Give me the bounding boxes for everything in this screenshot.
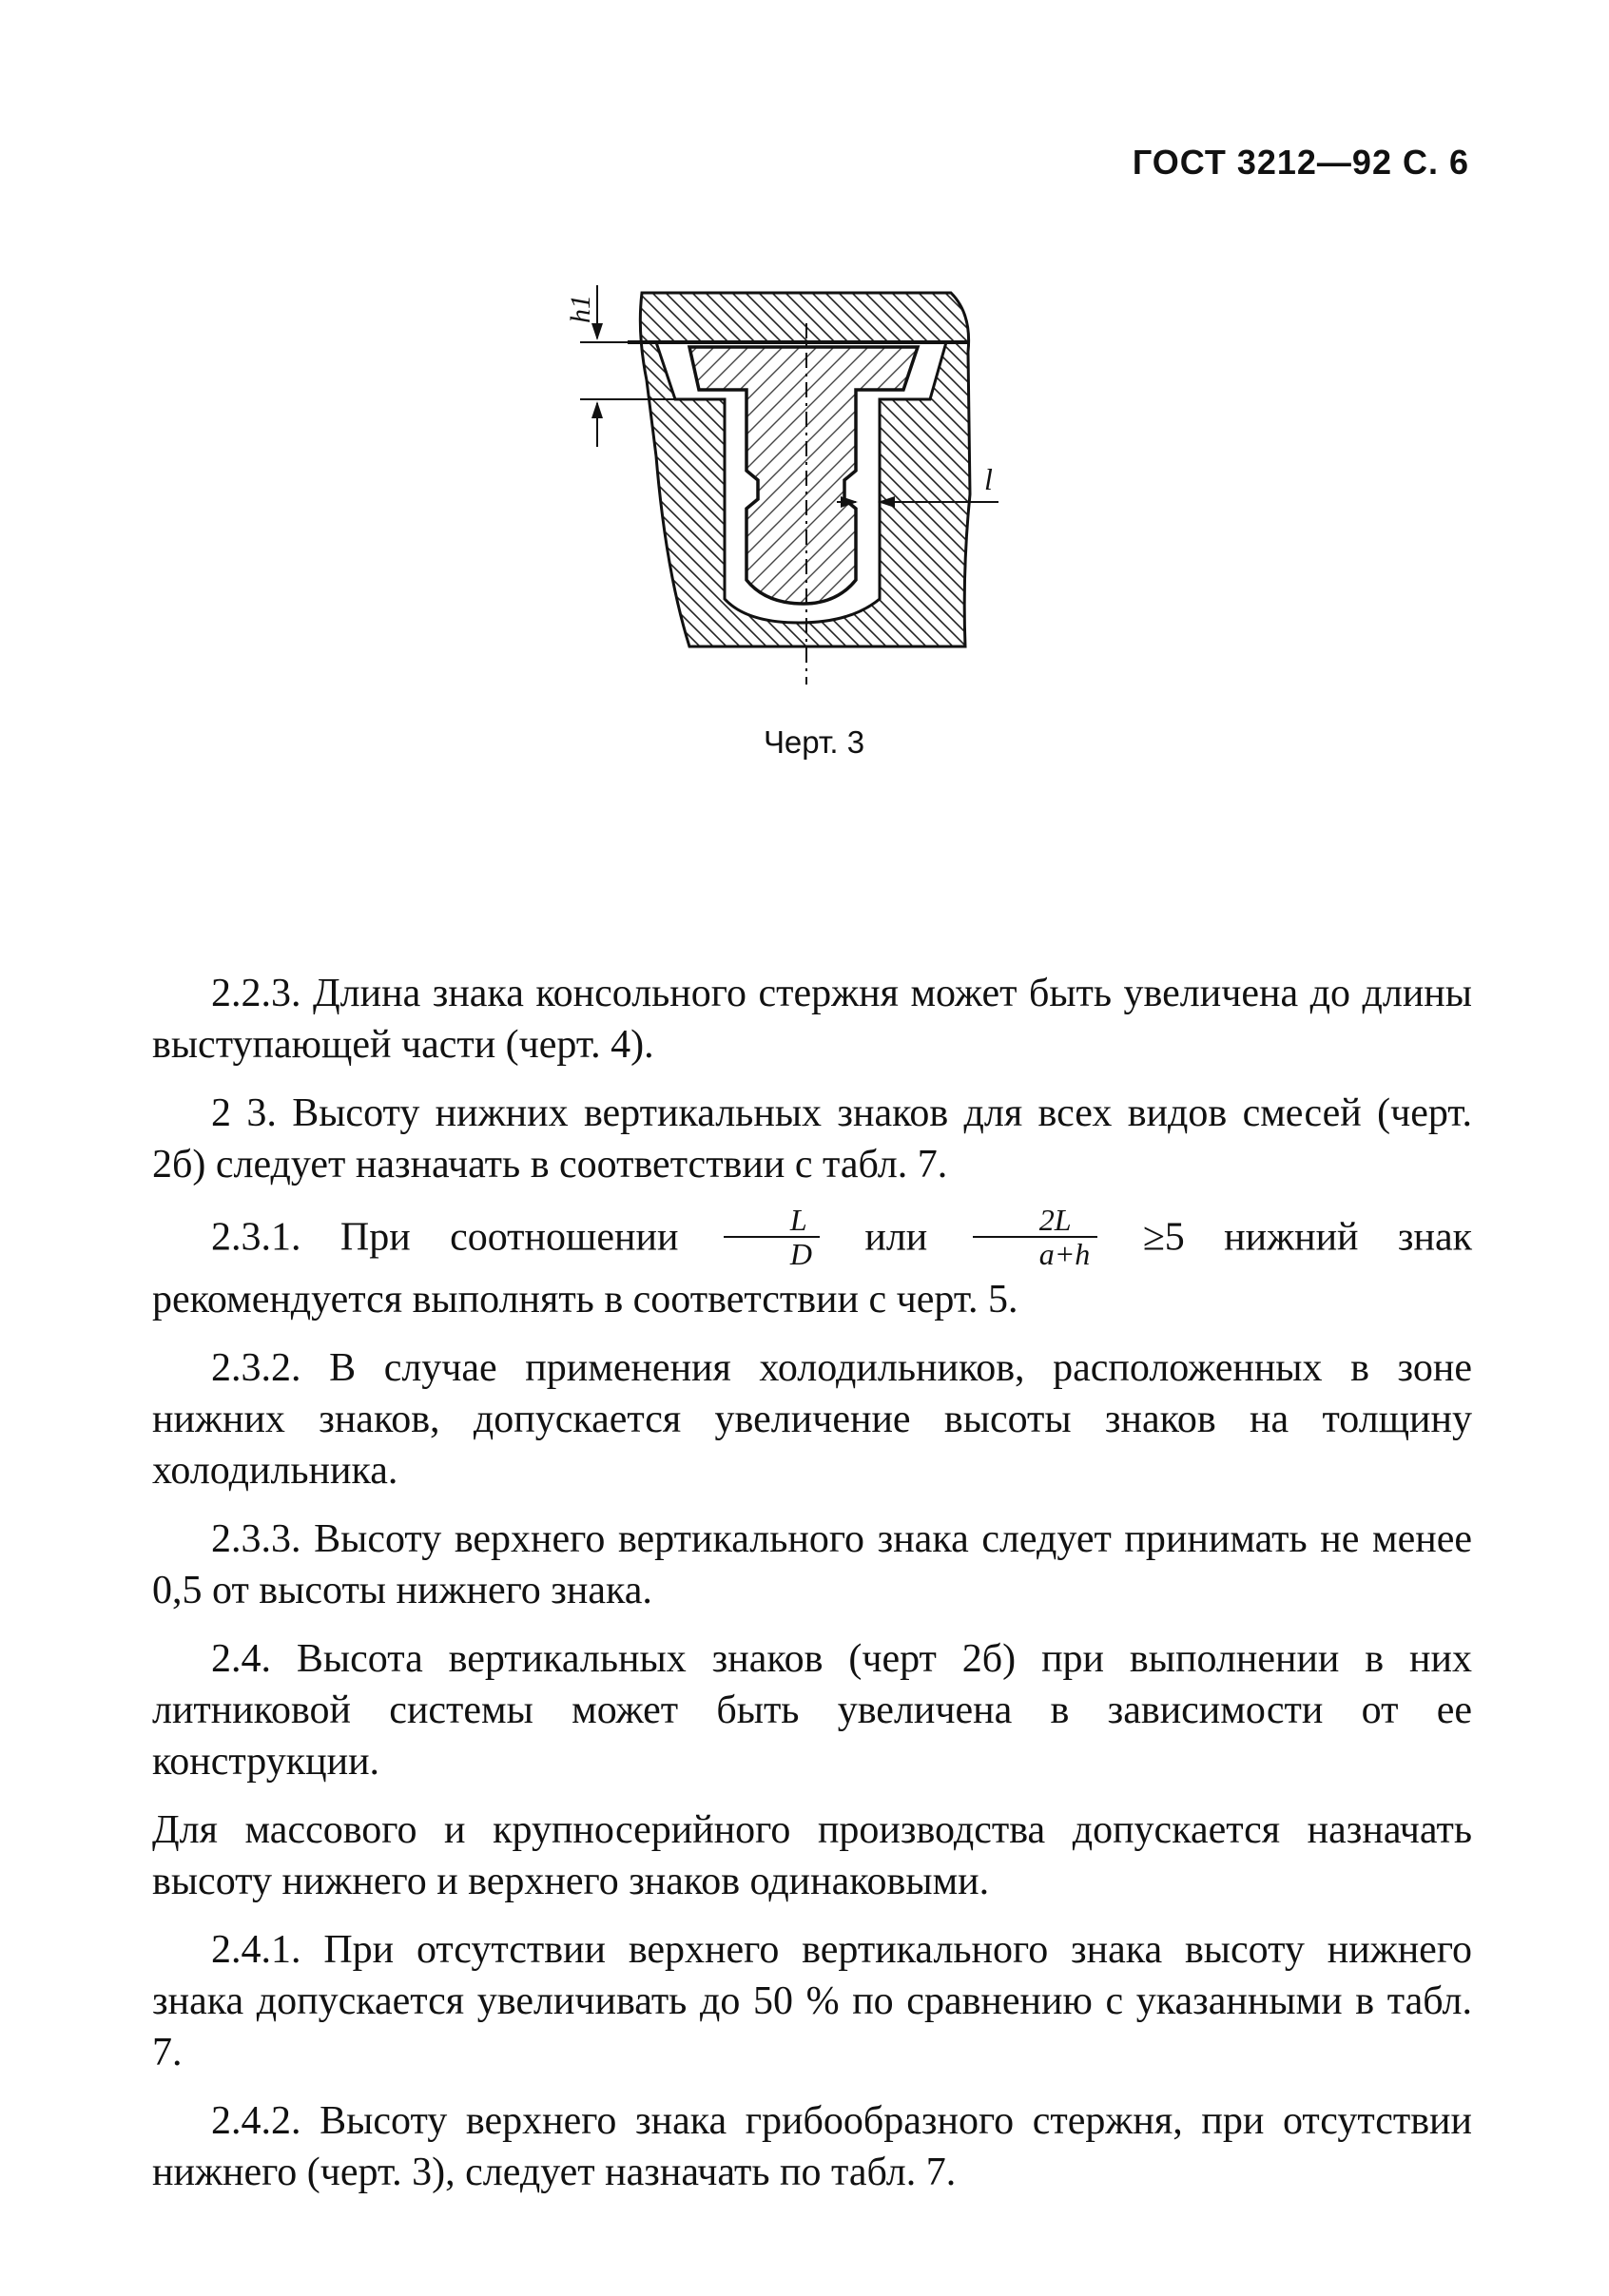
dim-l-label: l bbox=[984, 462, 993, 496]
page-header: ГОСТ 3212—92 С. 6 bbox=[1132, 143, 1469, 182]
paragraph-2-4-1: 2.4.1. При отсутствии верхнего вертикального знака высоту нижнего знака допускается увеличивать до 50 % по сравнению с указанными в табл. 7. bbox=[152, 1928, 1472, 2074]
frac1-num: L bbox=[724, 1204, 820, 1238]
paragraph-2-4: 2.4. Высота вертикальных знаков (черт 2б) при выполнении в них литниковой системы может быть увеличена в зависимости от ее конструкции. bbox=[152, 1637, 1472, 1784]
p231-text-a: 2.3.1. При соотношении bbox=[211, 1215, 679, 1260]
fraction-2l-over-ah bbox=[973, 1204, 1098, 1270]
paragraph-2-3-1 bbox=[152, 1203, 1473, 1325]
paragraph-2-3-2: 2.3.2. В случае применения холодильников, расположенных в зоне нижних знаков, допускается увеличение высоты знаков на толщину холодильника. bbox=[152, 1346, 1472, 1493]
frac2-den: a+h bbox=[1038, 1237, 1091, 1271]
paragraph-2-3-3: 2.3.3. Высоту верхнего вертикального знака следует принимать не менее 0,5 от высоты нижнего знака. bbox=[152, 1517, 1472, 1612]
figure-caption: Черт. 3 bbox=[763, 724, 865, 760]
frac2-num: 2L bbox=[973, 1204, 1098, 1238]
dim-h1-label: h1 bbox=[565, 295, 596, 323]
paragraph-2-2-3: 2.2.3. Длина знака консольного стержня может быть увеличена до длины выступающей части (черт. 4). bbox=[152, 972, 1472, 1067]
body-text bbox=[152, 968, 1472, 2215]
paragraph-2-3: 2 3. Высоту нижних вертикальных знаков для всех видов смесей (черт. 2б) следует назначать в соответствии с табл. 7. bbox=[152, 1091, 1472, 1187]
fraction-l-over-d bbox=[724, 1204, 820, 1270]
drawing-mushroom-core bbox=[533, 276, 1027, 704]
p231-text-b: ≥5 нижний знак рекомендуется выполнять в соответствии с черт. 5. bbox=[152, 1215, 1473, 1322]
frac1-den: D bbox=[789, 1237, 812, 1271]
paragraph-2-4-note: Для массового и крупносерийного производства допускается назначать высоту нижнего и верхнего знаков одинаковыми. bbox=[152, 1808, 1472, 1903]
paragraph-2-4-2: 2.4.2. Высоту верхнего знака грибообразного стержня, при отсутствии нижнего (черт. 3), следует назначать по табл. 7. bbox=[152, 2099, 1472, 2194]
p231-or: или bbox=[864, 1215, 928, 1260]
